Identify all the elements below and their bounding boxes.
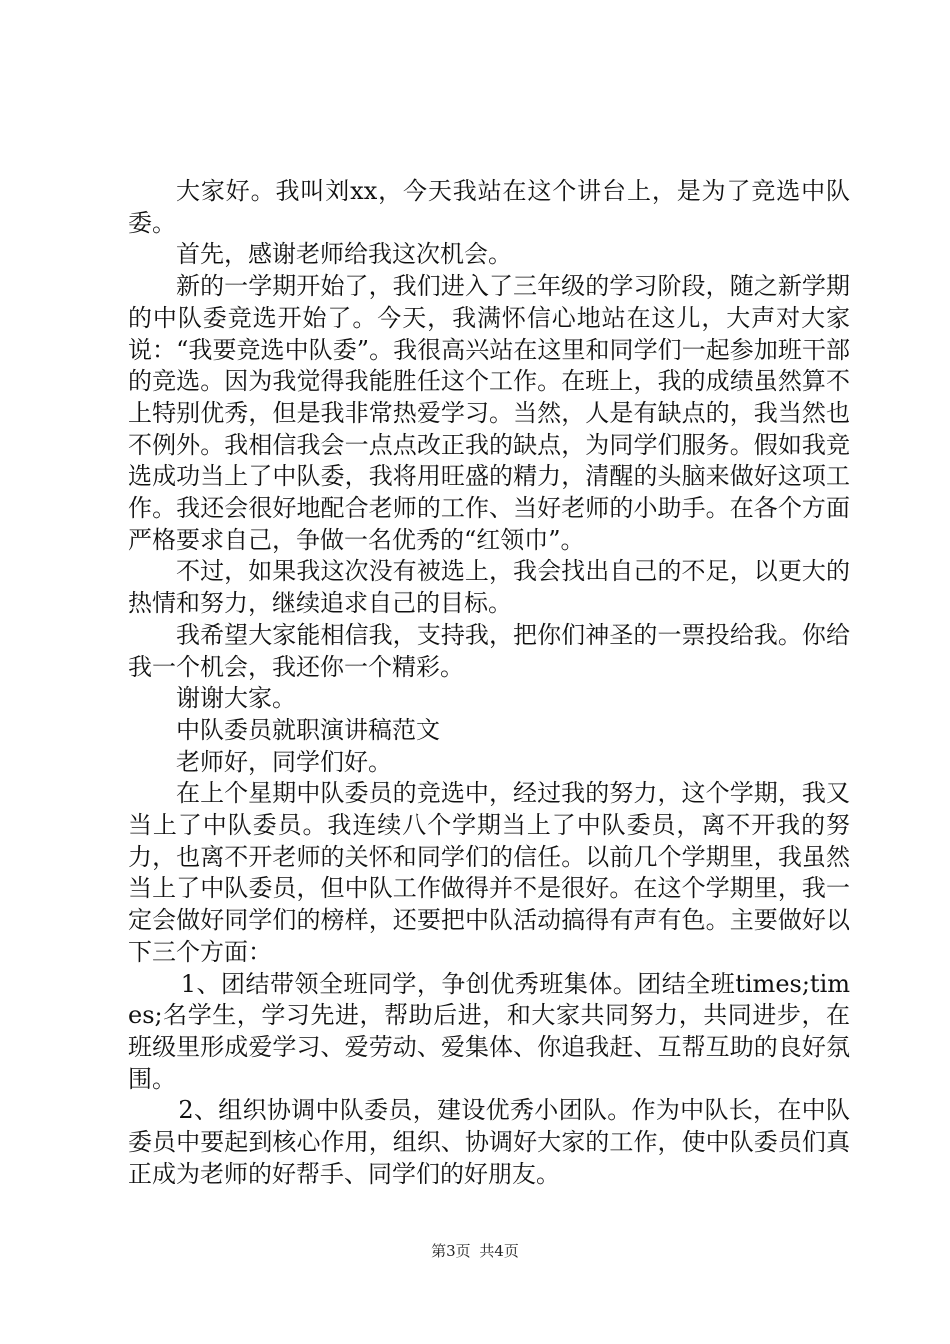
document-body — [128, 176, 850, 1191]
paragraph-inauguration: 在上个星期中队委员的竞选中，经过我的努力，这个学期，我又当上了中队委员。我连续八个学期当上了中队委员，离不开我的努力，也离不开老师的关怀和同学们的信任。以前几个学期里，我虽然当上了中队委员，但中队工作做得并不是很好。在这个学期里，我一定会做好同学们的榜样，还要把中队活动搞得有声有色。主要做好以下三个方面： — [128, 779, 850, 966]
paragraph-if-not-elected: 不过，如果我这次没有被选上，我会找出自己的不足，以更大的热情和努力，继续追求自己的目标。 — [128, 557, 850, 618]
page-number: 第3页 — [431, 1242, 471, 1260]
paragraph-salutation: 老师好，同学们好。 — [176, 747, 392, 776]
paragraph-thanks-teacher: 首先，感谢老师给我这次机会。 — [176, 240, 512, 269]
paragraph-greeting: 大家好。我叫刘xx，今天我站在这个讲台上，是为了竞选中队委。 — [128, 177, 850, 237]
section-title: 中队委员就职演讲稿范文 — [176, 715, 440, 744]
paragraph-campaign: 新的一学期开始了，我们进入了三年级的学习阶段，随之新学期的中队委竞选开始了。今天，我满怀信心地站在这儿，大声对大家说：“我要竞选中队委”。我很高兴站在这里和同学们一起参加班干部的竞选。因为我觉得我能胜任这个工作。在班上，我的成绩虽然算不上特别优秀，但是我非常热爱学习。当然，人是有缺点的，我当然也不例外。我相信我会一点点改正我的缺点，为同学们服务。假如我竞选成功当上了中队委，我将用旺盛的精力，清醒的头脑来做好这项工作。我还会很好地配合老师的工作、当好老师的小助手。在各个方面严格要求自己，争做一名优秀的“红领巾”。 — [128, 272, 850, 554]
list-item-1: 1、团结带领全班同学，争创优秀班集体。团结全班times;times;名学生，学习先进，帮助后进，和大家共同努力，共同进步，在班级里形成爱学习、爱劳动、爱集体、你追我赶、互帮互助的良好氛围。 — [128, 969, 850, 1093]
list-item-2: 2、组织协调中队委员，建设优秀小团队。作为中队长，在中队委员中要起到核心作用，组织、协调好大家的工作，使中队委员们真正成为老师的好帮手、同学们的好朋友。 — [128, 1096, 850, 1188]
page-total: 共4页 — [479, 1242, 519, 1260]
page-footer — [0, 1240, 950, 1261]
paragraph-hope: 我希望大家能相信我，支持我，把你们神圣的一票投给我。你给我一个机会，我还你一个精彩。 — [128, 620, 850, 681]
paragraph-thank-you: 谢谢大家。 — [176, 684, 296, 713]
